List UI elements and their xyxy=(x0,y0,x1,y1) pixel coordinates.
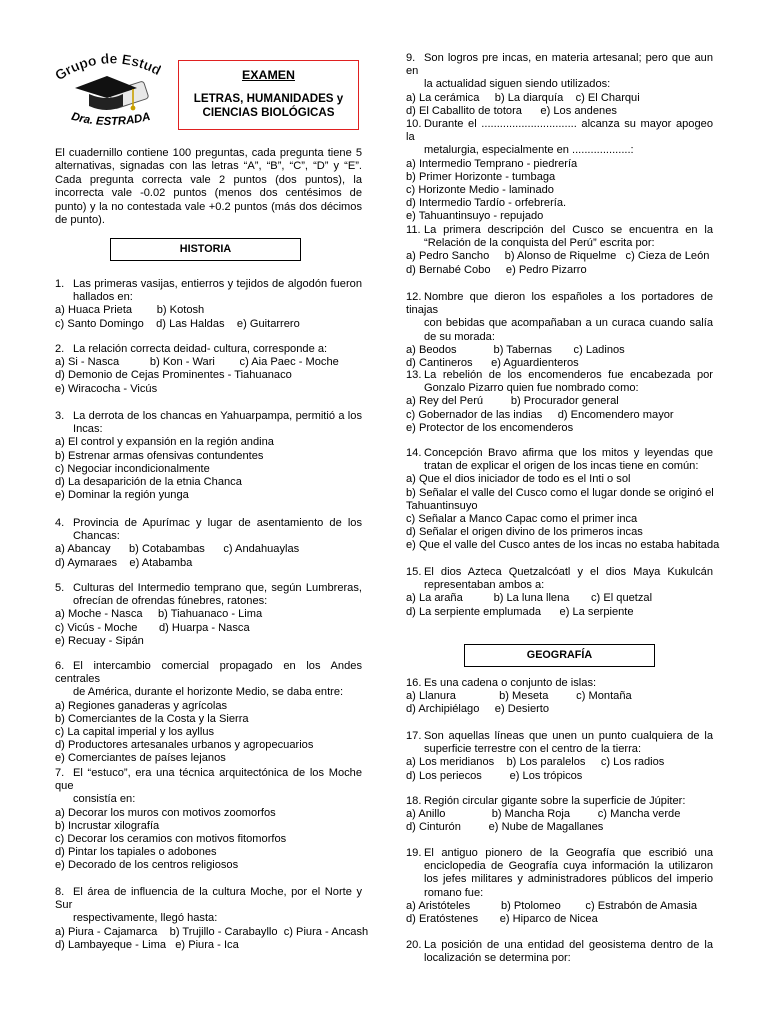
question-stem xyxy=(55,278,362,304)
question-text-continued: consistía en: xyxy=(73,793,136,806)
question-number: 12. xyxy=(406,291,422,303)
question-number: 19. xyxy=(406,847,422,859)
question-8 xyxy=(55,886,369,952)
question-text: Concepción Bravo afirma que los mitos y leyendas que xyxy=(424,447,713,459)
question-number: 18. xyxy=(406,795,422,807)
answer-options-line[interactable]: e) Protector de los encomenderos xyxy=(406,421,574,434)
question-11 xyxy=(406,224,713,277)
svg-text:Dra. ESTRADA xyxy=(70,111,152,128)
answer-options-line[interactable]: b) Estrenar armas ofensivas contundentes xyxy=(55,449,264,462)
question-6 xyxy=(55,660,362,766)
answer-options-line[interactable]: b) Señalar el valle del Cusco como el lugar donde se originó el xyxy=(406,486,714,499)
question-7 xyxy=(55,767,362,873)
question-text: Culturas del Intermedio temprano que, según Lumbreras, xyxy=(73,582,362,594)
question-text: La rebelión de los encomenderos fue encabezada por xyxy=(424,369,713,381)
answer-options-line[interactable]: d) Archipiélago e) Desierto xyxy=(406,703,550,716)
question-18 xyxy=(406,795,713,835)
logo-bottom-text: Dra. ESTRADA xyxy=(69,110,152,129)
answer-options-line[interactable]: e) Tahuantinsuyo - repujado xyxy=(406,210,544,223)
question-number: 5. xyxy=(55,582,65,594)
question-text-continued: localización se determina por: xyxy=(424,952,571,965)
answer-options-line[interactable]: a) Decorar los muros con motivos zoomorfos xyxy=(55,806,276,819)
question-10 xyxy=(406,118,713,224)
exam-header-box xyxy=(178,60,359,130)
answer-options-line[interactable]: b) Primer Horizonte - tumbaga xyxy=(406,170,556,183)
question-9 xyxy=(406,52,713,118)
question-stem xyxy=(55,582,362,608)
question-number: 4. xyxy=(55,517,65,529)
question-text-continued: respectivamente, llegó hasta: xyxy=(73,912,218,925)
answer-options-line[interactable]: e) Recuay - Sipán xyxy=(55,634,144,647)
question-14 xyxy=(406,447,720,553)
question-text-continued: Chancas: xyxy=(73,530,120,543)
answer-options-line[interactable]: Tahuantinsuyo xyxy=(406,499,478,512)
question-5 xyxy=(55,582,362,648)
logo-top-text: Grupo de Estu xyxy=(53,52,156,84)
answer-options-line[interactable]: a) Aristóteles b) Ptolomeo c) Estrabón de Amasia xyxy=(406,899,698,912)
question-stem xyxy=(406,677,713,690)
answer-options-line[interactable]: c) Gobernador de las indias d) Encomendero mayor xyxy=(406,408,674,421)
question-number: 14. xyxy=(406,447,422,459)
question-number: 11. xyxy=(406,224,421,236)
answer-options-line[interactable]: a) Intermedio Temprano - piedrería xyxy=(406,157,578,170)
section-historia: HISTORIA xyxy=(110,238,301,261)
question-number: 6. xyxy=(55,660,65,672)
answer-options-line[interactable]: d) Eratóstenes e) Hiparco de Nicea xyxy=(406,913,598,926)
answer-options-line[interactable]: a) Huaca Prieta b) Kotosh xyxy=(55,304,205,317)
answer-options-line[interactable]: d) El Caballito de totora e) Los andenes xyxy=(406,104,617,117)
question-text: Nombre que dieron los españoles a los portadores de tinajas xyxy=(406,291,713,317)
answer-options-line[interactable]: c) Santo Domingo d) Las Haldas e) Guitarrero xyxy=(55,317,300,330)
question-text-continued: de América, durante el horizonte Medio, se daba entre: xyxy=(73,686,344,699)
answer-options-line[interactable]: c) Horizonte Medio - laminado xyxy=(406,184,554,197)
question-15 xyxy=(406,566,713,619)
question-number: 10. xyxy=(406,118,422,130)
question-text: Las primeras vasijas, entierros y tejidos de algodón fueron xyxy=(73,278,362,290)
question-number: 17. xyxy=(406,730,422,742)
question-number: 16. xyxy=(406,677,422,689)
answer-options-line[interactable]: a) Moche - Nasca b) Tiahuanaco - Lima xyxy=(55,608,263,621)
question-3 xyxy=(55,410,362,502)
question-stem xyxy=(406,730,713,756)
question-text: Son logros pre incas, en materia artesanal; pero que aun en xyxy=(406,52,713,78)
answer-options-line[interactable]: a) Los meridianos b) Los paralelos c) Los radios xyxy=(406,756,665,769)
answer-options-line[interactable]: a) El control y expansión en la región andina xyxy=(55,436,274,449)
answer-options-line[interactable]: d) Pintar los tapiales o adobones xyxy=(55,846,217,859)
question-text-continued: con bebidas que acompañaban a un curaca cuando salía de su morada: xyxy=(424,317,713,343)
question-number: 20. xyxy=(406,939,422,951)
answer-options-line[interactable]: e) Decorado de los centros religiosos xyxy=(55,859,239,872)
question-text: El “estuco”, era una técnica arquitectónica de los Moche que xyxy=(55,767,362,793)
question-text: El antiguo pionero de la Geografía que escribió una xyxy=(424,847,713,859)
answer-options-line[interactable]: c) Decorar los ceramios con motivos fitomorfos xyxy=(55,833,287,846)
answer-options-line[interactable]: d) Lambayeque - Lima e) Piura - Ica xyxy=(55,938,239,951)
answer-options-line[interactable]: c) La capital imperial y los ayllus xyxy=(55,726,215,739)
answer-options-line[interactable]: d) Productores artesanales urbanos y agropecuarios xyxy=(55,739,314,752)
answer-options-line[interactable]: e) Que el valle del Cusco antes de los incas no estaba habitada xyxy=(406,539,720,552)
question-4 xyxy=(55,517,362,570)
question-text-continued: superficie terrestre con el centro de la tierra: xyxy=(424,743,642,756)
question-stem xyxy=(406,224,713,250)
question-stem xyxy=(55,767,362,807)
answer-options-line[interactable]: a) Beodos b) Tabernas c) Ladinos xyxy=(406,343,625,356)
question-text-continued: “Relación de la conquista del Perú” escrita por: xyxy=(424,237,655,250)
answer-options-line[interactable]: d) Demonio de Cejas Prominentes - Tiahuanaco xyxy=(55,369,292,382)
question-2 xyxy=(55,343,362,396)
question-text: El área de influencia de la cultura Moche, por el Norte y Sur xyxy=(55,886,362,912)
question-text-continued: ofrecían de ofrendas fúnebres, ratones: xyxy=(73,595,268,608)
section-geografia: GEOGRAFÍA xyxy=(464,644,655,667)
question-stem xyxy=(406,566,713,592)
question-text-continued: metalurgia, especialmente en ...................: xyxy=(424,144,634,157)
question-text: La derrota de los chancas en Yahuarpampa, permitió a los xyxy=(73,410,362,422)
question-number: 13. xyxy=(406,369,422,381)
answer-options-line[interactable]: d) Cinturón e) Nube de Magallanes xyxy=(406,821,604,834)
question-stem xyxy=(55,343,362,356)
answer-options-line[interactable]: c) Negociar incondicionalmente xyxy=(55,462,210,475)
question-stem xyxy=(406,939,713,965)
question-text-continued: Gonzalo Pizarro quien fue nombrado como: xyxy=(424,382,639,395)
answer-options-line[interactable]: a) La cerámica b) La diarquía c) El Charqui xyxy=(406,91,640,104)
question-number: 9. xyxy=(406,52,416,64)
question-stem xyxy=(406,52,713,92)
question-text-continued: la actualidad siguen siendo utilizados: xyxy=(424,78,611,91)
answer-options-line[interactable]: a) Anillo b) Mancha Roja c) Mancha verde xyxy=(406,808,681,821)
answer-options-line[interactable]: c) Vicús - Moche d) Huarpa - Nasca xyxy=(55,621,250,634)
question-stem xyxy=(406,291,713,344)
question-20 xyxy=(406,939,713,965)
question-text: La primera descripción del Cusco se encuentra en la xyxy=(424,224,713,236)
answer-options-line[interactable]: d) Los periecos e) Los trópicos xyxy=(406,769,583,782)
answer-options-line[interactable]: a) La araña b) La luna llena c) El quetzal xyxy=(406,592,653,605)
answer-options-line[interactable]: a) Pedro Sancho b) Alonso de Riquelme c) Cieza de León xyxy=(406,250,710,263)
question-stem xyxy=(406,795,713,808)
question-stem xyxy=(55,410,362,436)
answer-options-line[interactable]: d) Aymaraes e) Atabamba xyxy=(55,556,193,569)
question-stem xyxy=(55,886,362,926)
answer-options-line[interactable]: d) Cantineros e) Aguardienteros xyxy=(406,357,579,370)
answer-options-line[interactable]: a) Regiones ganaderas y agrícolas xyxy=(55,699,228,712)
answer-options-line[interactable]: d) Intermedio Tardío - orfebrería. xyxy=(406,197,567,210)
question-text-continued: Incas: xyxy=(73,423,103,436)
answer-options-line[interactable]: b) Comerciantes de la Costa y la Sierra xyxy=(55,712,249,725)
question-17 xyxy=(406,730,713,783)
question-number: 8. xyxy=(55,886,65,898)
question-number: 15. xyxy=(406,566,422,578)
question-stem xyxy=(406,447,713,473)
question-text: La relación correcta deidad- cultura, corresponde a: xyxy=(73,343,328,355)
instructions-paragraph: El cuadernillo contiene 100 preguntas, cada pregunta tiene 5 alternativas, signadas con las letras “A”, “B”, “C”, “D” y “E”. Cada pregunta correcta vale 2 puntos (dos puntos), la incorrecta vale -0.02 puntos (menos dos centésimos de punto) y la no contestada vale +0.2 puntos (más dos décimos de punto). xyxy=(55,147,362,227)
question-text-continued: tratan de explicar el origen de los incas tiene en común: xyxy=(424,460,699,473)
answer-options-line[interactable]: e) Wiracocha - Vicús xyxy=(55,382,158,395)
question-12 xyxy=(406,291,713,370)
question-number: 3. xyxy=(55,410,65,422)
exam-title: EXAMEN xyxy=(241,68,295,82)
question-text-continued: representaban ambos a: xyxy=(424,579,545,592)
question-text: Es una cadena o conjunto de islas: xyxy=(424,677,597,689)
question-number: 2. xyxy=(55,343,65,355)
answer-options-line[interactable]: d) Señalar el origen divino de los primeros incas xyxy=(406,526,643,539)
answer-options-line[interactable]: c) Señalar a Manco Capac como el primer inca xyxy=(406,513,638,526)
question-text-continued: enciclopedia de Geografía cuya información la utilizaron los jefes militares y administradores públicos del imperio romano fue: xyxy=(424,860,713,899)
answer-options-line[interactable]: e) Dominar la región yunga xyxy=(55,489,189,502)
question-text: Región circular gigante sobre la superficie de Júpiter: xyxy=(424,795,686,807)
question-16 xyxy=(406,677,713,717)
question-number: 1. xyxy=(55,278,65,290)
answer-options-line[interactable]: e) Comerciantes de países lejanos xyxy=(55,752,226,765)
answer-options-line[interactable]: a) Abancay b) Cotabambas c) Andahuaylas xyxy=(55,543,300,556)
question-stem xyxy=(406,118,713,158)
logo xyxy=(53,52,161,130)
answer-options-line[interactable]: d) La serpiente emplumada e) La serpiente xyxy=(406,605,634,618)
answer-options-line[interactable]: d) La desaparición de la etnia Chanca xyxy=(55,476,242,489)
question-text: La posición de una entidad del geosistema dentro de la xyxy=(424,939,713,951)
question-number: 7. xyxy=(55,767,65,779)
question-19 xyxy=(406,847,713,926)
question-text: El dios Azteca Quetzalcóatl y el dios Maya Kukulcán xyxy=(424,566,713,578)
question-stem xyxy=(55,517,362,543)
answer-options-line[interactable]: a) Que el dios iniciador de todo es el Inti o sol xyxy=(406,473,631,486)
question-1 xyxy=(55,278,362,331)
question-stem xyxy=(406,847,713,900)
question-text: Durante el ............................... alcanza su mayor apogeo la xyxy=(406,118,713,144)
question-stem xyxy=(55,660,362,700)
answer-options-line[interactable]: d) Bernabé Cobo e) Pedro Pizarro xyxy=(406,263,587,276)
answer-options-line[interactable]: a) Rey del Perú b) Procurador general xyxy=(406,395,619,408)
answer-options-line[interactable]: a) Piura - Cajamarca b) Trujillo - Carabayllo c) Piura - Ancash xyxy=(55,925,369,938)
question-text: Son aquellas líneas que unen un punto cualquiera de la xyxy=(424,730,713,742)
question-text: El intercambio comercial propagado en los Andes centrales xyxy=(55,660,362,686)
exam-subtitle: LETRAS, HUMANIDADES y CIENCIAS BIOLÓGICAS xyxy=(193,92,344,119)
answer-options-line[interactable]: a) Llanura b) Meseta c) Montaña xyxy=(406,690,632,703)
question-stem xyxy=(406,369,713,395)
answer-options-line[interactable]: b) Incrustar xilografía xyxy=(55,819,160,832)
question-text: Provincia de Apurímac y lugar de asentamiento de los xyxy=(73,517,362,529)
question-text-continued: hallados en: xyxy=(73,291,133,304)
question-13 xyxy=(406,369,713,435)
answer-options-line[interactable]: a) Si - Nasca b) Kon - Wari c) Aia Paec - Moche xyxy=(55,356,339,369)
